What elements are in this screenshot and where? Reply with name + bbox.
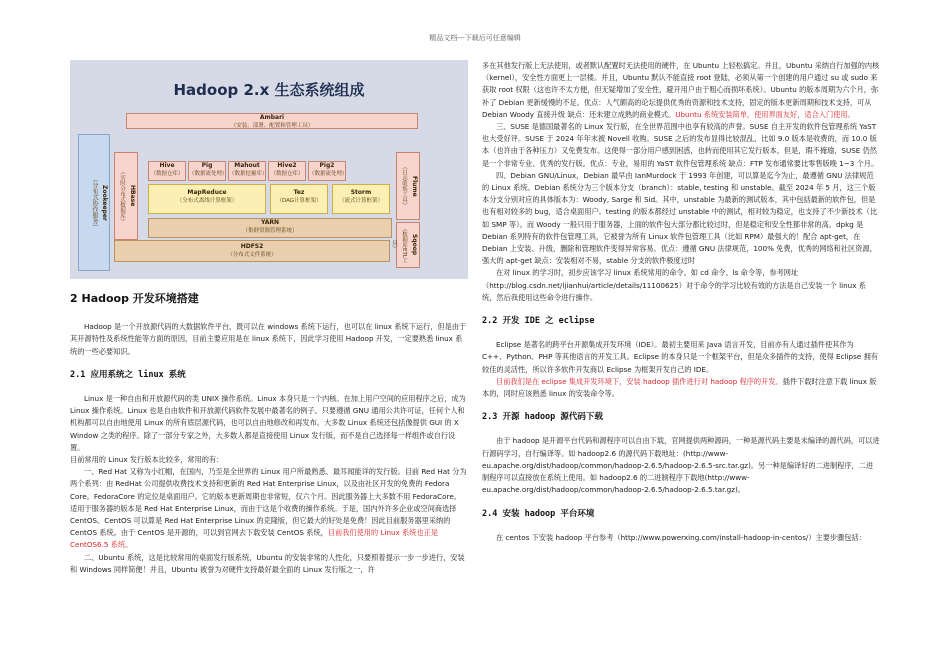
tez-box — [270, 184, 328, 214]
ubuntu-paragraph — [482, 60, 880, 121]
zookeeper-name: Zookeeper — [101, 184, 108, 221]
tez-desc: （DAG计算框架） — [276, 198, 322, 204]
ambari-desc: （安装、部署、配置和管理工具） — [230, 123, 314, 129]
mapreduce-name: MapReduce — [187, 189, 227, 196]
eclipse-highlight: 目前我们是在 eclipse 集成开发环境下，安装 hadoop 插件进行对 hadoop 程序的开发。 — [496, 376, 783, 386]
linux-paragraph-4: 二、Ubuntu 系统，这是比较常用的桌面发行版系统，Ubuntu 的安装非常的人性化，只要照着提示一步一步进行，安装和 Windows 同样简便！并且，Ubuntu 被誉为对硬件支持最好最全面的 Linux 发行版之一，许 — [70, 552, 465, 574]
eclipse-paragraph-2 — [482, 376, 880, 400]
zookeeper-box — [78, 134, 110, 271]
eclipse-text: 插件下载时注意下载 linux 版本的，同时应该熟悉 linux 的安装命令等。 — [482, 376, 877, 399]
yarn-name: YARN — [260, 219, 280, 226]
hive-name: Hive — [159, 162, 175, 169]
linux-commands-paragraph: 在对 linux 的学习时，初步应该学习 linux 系统常用的命令。如 cd 命令、ls 命令等，参考网址（http://blog.csdn.net/ljianhui/article/details/11100625）对于命令的学习比较有效的方法是自己安装一个 linux 系统，然后我使用这些命令进行操作。 — [482, 268, 866, 302]
pig-box — [188, 161, 226, 181]
section-2-4-title: 2.4 安装 hadoop 平台环境 — [482, 508, 595, 519]
section-2-3-title: 2.3 开源 hadoop 源代码下载 — [482, 412, 603, 423]
hive2-name: Hive2 — [277, 162, 297, 169]
figure-title: Hadoop 2.x 生态系统组成 — [173, 81, 365, 99]
yarn-desc: （集群资源管理系统） — [242, 228, 298, 234]
section-2-2-title: 2.2 开发 IDE 之 eclipse — [482, 316, 595, 327]
linux-paragraph-3 — [70, 466, 468, 551]
hdfs-box — [114, 240, 390, 262]
tez-name: Tez — [293, 189, 305, 196]
ambari-box — [126, 113, 418, 129]
install-paragraph: 在 centos 下安装 hadoop 平台参考（http://www.powerxing.com/install-hadoop-in-centos/）主要步骤包括： — [496, 532, 866, 542]
ubuntu-highlight: Ubuntu 系统安装简单，使用界面友好，适合入门使用。 — [675, 109, 855, 119]
hbase-box — [114, 152, 138, 240]
mapreduce-box — [148, 184, 266, 214]
pig2-box — [308, 161, 346, 181]
section-2-title: 2 Hadoop 开发环境搭建 — [70, 292, 199, 305]
centos-highlight: 目前我们使用的 Linux 系统也正是 CentOS6.5 系统。 — [70, 528, 439, 550]
hdfs-desc: （分布式文件系统） — [227, 252, 277, 258]
hbase-name: HBase — [129, 185, 136, 207]
storm-name: Storm — [350, 189, 372, 196]
hbase-desc: （实时分布式数据库） — [119, 168, 125, 224]
hive2-desc: （数据仓库） — [270, 171, 304, 177]
hive-box — [148, 161, 186, 181]
pig-name: Pig — [201, 162, 213, 169]
left-column — [70, 60, 468, 576]
intro-paragraph: Hadoop 是一个开放源代码的大数据软件平台，既可以在 windows 系统下运行，也可以在 linux 系统下运行，但是由于其开源特性及系统性能等方面的原因，目前主要应用是在 linux 系统下，因此学习使用 Hadoop 开发，一定要熟悉 linux 系统的一些必要知识。 — [70, 322, 467, 356]
flume-name: Flume — [411, 175, 418, 197]
right-column — [482, 60, 880, 544]
flume-box — [396, 152, 420, 220]
ubuntu-text: 多在其他发行版上无法使用，或者默认配置时无法使用的硬件，在 Ubuntu 上轻松搞定。并且，Ubuntu 采纳自行加强的内核（kernel），安全性方面更上一层楼。并且，Ubuntu 默认不能直接 root 登陆，必须从第一个创建的用户通过 su 或 sudo 来获取 root 权限（这也许不太方便，但无疑增加了安全性，避开用户由于粗心而损坏系统）。Ubuntu 的版本周期为六个月，弥补了 Debian 更新缓慢的不足。优点：人气颇高的论坛提供优秀的资源和技术支持，固定的版本更新周期和技术支持，可从 Debian Woody 直接升级 缺点：还未建立成熟的商业模式。 — [482, 61, 880, 119]
storm-desc: （流式计算框架） — [338, 198, 383, 204]
mahout-box — [228, 161, 266, 181]
sqoop-desc: （数据库ETL工具） — [391, 226, 407, 264]
source-download-paragraph: 由于 hadoop 是开源平台代码和源程序可以自由下载，官网提供两种源码，一种是源代码主要是未编译的源代码，可以进行源码学习，自行编译等。如 hadoop2.6 的源代码下载地址：(http://www-eu.apache.org/dist/hadoop/common/hadoop-2.6.5/hadoop-2.6.5-src.tar.gz)。另一种是编译好的二进制程序，二进制程序可以直接放在系统上使用。如 hadoop2.6 的二进制程序下载地(http://www-eu.apache.org/dist/hadoop/common/hadoop-2.6.5/hadoop-2.6.5.tar.gz)。 — [482, 436, 880, 495]
hive-desc: （数据仓库） — [150, 171, 184, 177]
zookeeper-desc: （分布式协作服务） — [91, 175, 98, 230]
yarn-box — [148, 218, 392, 238]
ambari-name: Ambari — [259, 114, 285, 121]
eclipse-paragraph-1: Eclipse 是著名的跨平台开源集成开发环境（IDE）。最初主要用来 Java 语言开发，目前亦有人通过插件使其作为 C++、Python、PHP 等其他语言的开发工具。Eclipse 的本身只是一个框架平台，但是众多插件的支持，使得 Eclipse 拥有较佳的灵活性，所以许多软件开发商以 Eclipse 为框架开发自己的 IDE。 — [482, 340, 878, 374]
redhat-text: 一、Red Hat 又称为小红帽，在国内，乃至是全世界的 Linux 用户所最熟悉、最耳闻能详的发行版。目前 Red Hat 分为两个系列：由 RedHat 公司提供收费技术支持和更新的 Red Hat Enterprise Linux，以及由社区开发的免费的 Fedora Core。FedoraCore 的定位是桌面用户。它的版本更新周期也非常短，仅六个月。因此服务器上大多数不用 FedoraCore。适用于服务器的版本是 Red Hat Enterprise Linux，而由于这是个收费的操作系统。于是，国内外许多企业或空间商选择 CentOS。CentOS 可以算是 Red Hat Enterprise Linux 的克隆版，但它最大的好处是免费！因此目前服务器里采纳的 CentOS 系统。由于 CentOS 是开源的，可以到官网去下载安装 CentOS 系统， — [70, 467, 467, 538]
suse-paragraph: 三、SUSE 是德国最著名的 Linux 发行版，在全世界范围中也享有较高的声誉。SUSE 自主开发的软件包管理系统 YaST 也大受好评。SUSE 于 2024 年年末被 Novell 收购。SUSE 之后的发布显得比较混乱，比如 9.0 版本是收费的，而 10.0 版本（也许由于各种压力）又免费发布。这使得一部分用户感到困惑，也转而使用其它发行版本。但是，瑕不掩瑜，SUSE 仍然是一个非常专业、优秀的发行版。优点：专业，易用的 YaST 软件包管理系统 缺点：FTP 发布通常要比零售版晚 1~3 个月。 — [482, 122, 879, 168]
mahout-desc: （数据挖掘库） — [229, 171, 268, 177]
mahout-name: Mahout — [234, 162, 260, 169]
storm-box — [332, 184, 390, 214]
hdfs-name: HDFS2 — [240, 243, 264, 250]
pig2-desc: （数据流处理） — [309, 171, 348, 177]
hadoop-ecosystem-figure — [70, 60, 468, 279]
section-2-1-title: 2.1 应用系统之 linux 系统 — [70, 369, 186, 380]
hive2-box — [268, 161, 306, 181]
linux-paragraph-2: 目前常用的 Linux 发行版本比较多，常用的有： — [70, 455, 224, 465]
linux-paragraph-1: Linux 是一种自由和开放源代码的类 UNIX 操作系统。Linux 本身只是一个内核。在加上用户空间的应用程序之后，成为 Linux 操作系统。Linux 也是自由软件和开放源代码软件发展中最著名的例子。只要遵循 GNU 通用公共许可证，任何个人和机构都可以自由地使用 Linux 的所有底层源代码，也可以自由地修改和再发布。大多数 Linux 系统还包括像提供 GUI 的 X Window 之类的程序。除了一部分专家之外，大多数人都是直接使用 Linux 发行版，而不是自己选择每一样组件或自行设置。 — [70, 394, 466, 452]
page-watermark: 精品文档---下载后可任意编辑 — [429, 34, 521, 42]
sqoop-name: Sqoop — [411, 234, 418, 256]
pig-desc: （数据流处理） — [189, 171, 228, 177]
flume-desc: （日志收集工具） — [401, 164, 407, 208]
sqoop-box — [391, 222, 420, 268]
mapreduce-desc: （分布式离线计算框架） — [176, 198, 238, 204]
pig2-name: Pig2 — [319, 162, 335, 169]
debian-paragraph: 四、Debian GNU/Linux，Debian 最早由 IanMurdock 于 1993 年创建，可以算是迄今为止，最遵循 GNU 法律规范的 Linux 系统。Debian 系统分为三个版本分支（branch）：stable, testing 和 unstable。截至 2024 年 5 月，这三个版本分支分别对应的具体版本为：Woody, Sarge 和 Sid。其中，unstable 为最新的测试版本，其中包括最新的软件包，但是也有相对较多的 bug，适合桌面用户。testing 的版本都经过 unstable 中的测试，相对较为稳定，也支持了不少新技术（比如 SMP 等）。而 Woody 一般只用于服务器，上面的软件包大部分都比较过时，但是稳定和安全性都非常的高。dpkg 是 Debian 系列特有的软件包管理工具，它被誉为所有 Linux 软件包管理工具（比如 RPM）最强大的！配合 apt-get，在 Debian 上安装、升级、删除和管理软件变得异常容易。优点：遵循 GNU 法律规范，100% 免费，优秀的网络和社区资源，强大的 apt-get 缺点：安装相对不易，stable 分支的软件极度过时 — [482, 170, 878, 266]
